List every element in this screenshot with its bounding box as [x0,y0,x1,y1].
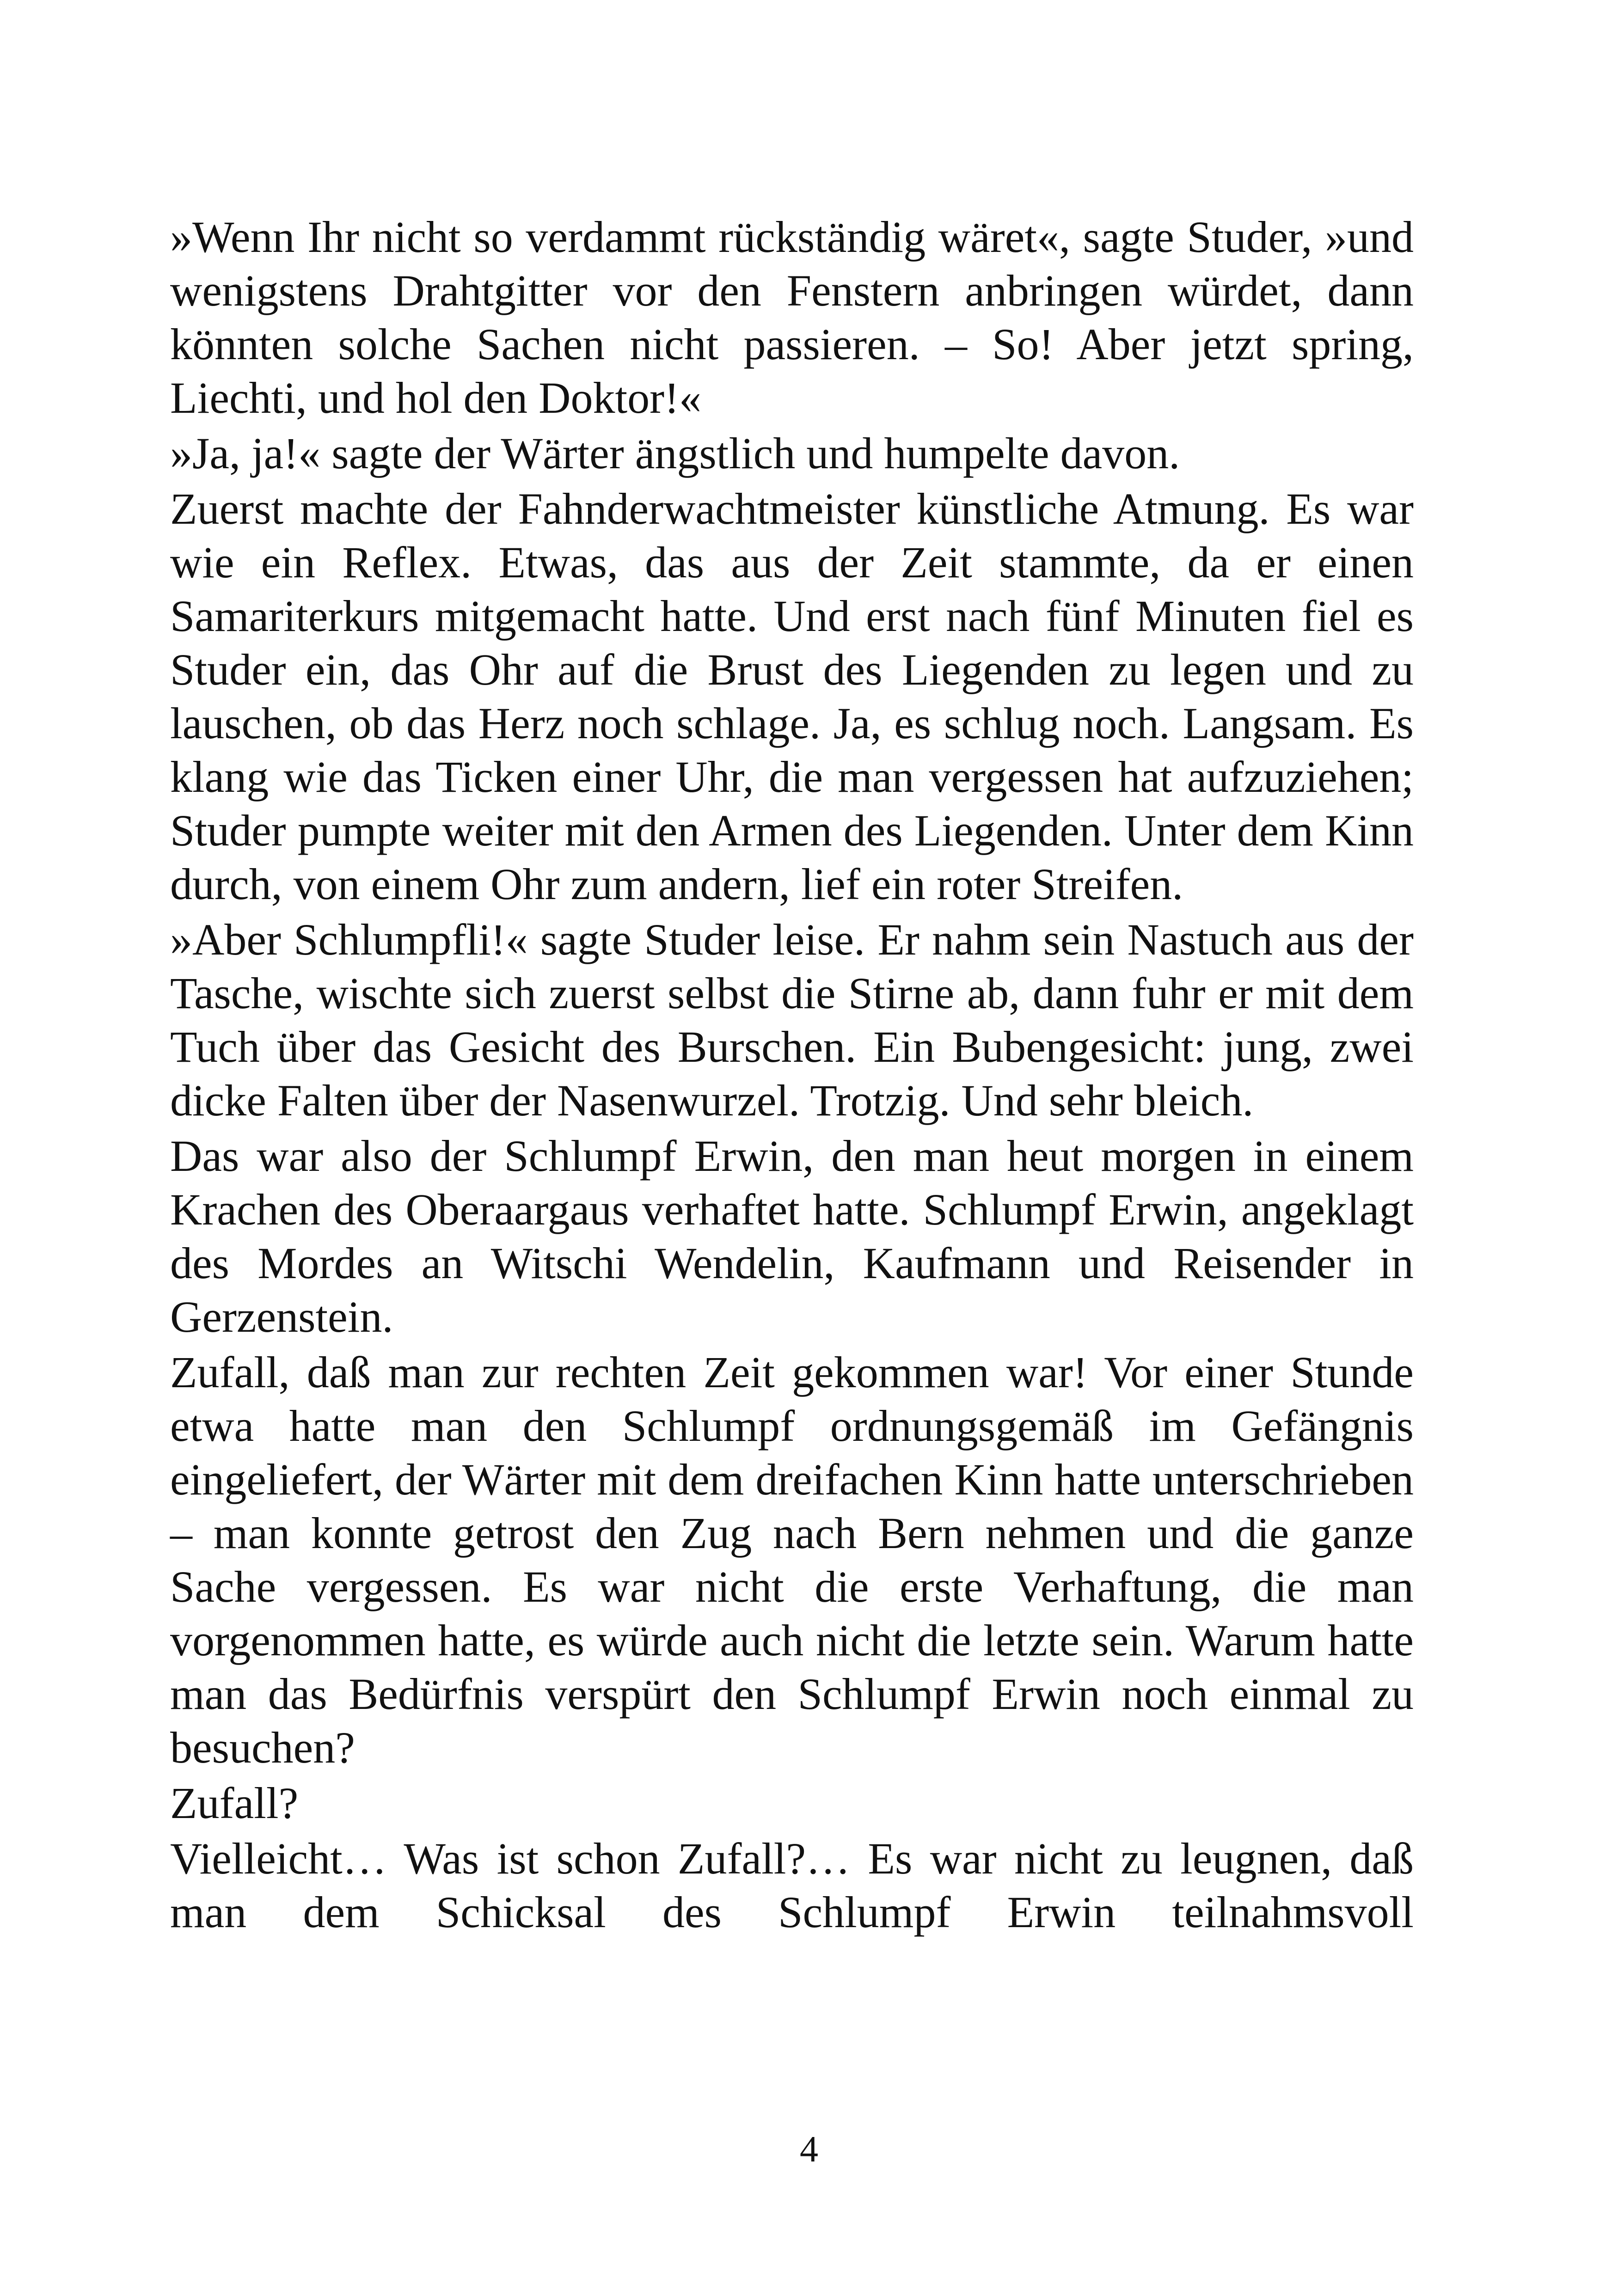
paragraph: Zuerst machte der Fahnderwachtmeister künstliche Atmung. Es war wie ein Reflex. Etwas, das aus der Zeit stammte, da er einen Samariterkurs mitgemacht hatte. Und erst nach fünf Minuten fiel es Studer ein, das Ohr auf die Brust des Liegenden zu legen und zu lauschen, ob das Herz noch schlage. Ja, es schlug noch. Langsam. Es klang wie das Ticken einer Uhr, die man vergessen hat aufzuziehen; Studer pumpte weiter mit den Armen des Liegenden. Unter dem Kinn durch, von einem Ohr zum andern, lief ein roter Streifen. [170,484,1414,909]
paragraph: »Ja, ja!« sagte der Wärter ängstlich und humpelte davon. [170,429,1180,478]
paragraph: Das war also der Schlumpf Erwin, den man heut morgen in einem Krachen des Oberaargaus verhaftet hatte. Schlumpf Erwin, angeklagt des Mordes an Witschi Wendelin, Kaufmann und Reisender in Gerzenstein. [170,1131,1414,1341]
paragraph: Zufall? [170,1778,299,1828]
paragraph: »Wenn Ihr nicht so verdammt rückständig wäret«, sagte Studer, »und wenigstens Drahtgitter vor den Fenstern anbringen würdet, dann könnten solche Sachen nicht passieren. – So! Aber jetzt spring, Liechti, und hol den Doktor!« [170,212,1414,422]
paragraph: »Aber Schlumpfli!« sagte Studer leise. Er nahm sein Nastuch aus der Tasche, wischte sich zuerst selbst die Stirne ab, dann fuhr er mit dem Tuch über das Gesicht des Burschen. Ein Bubengesicht: jung, zwei dicke Falten über der Nasenwurzel. Trotzig. Und sehr bleich. [170,915,1414,1125]
page-number: 4 [800,2129,818,2170]
paragraph: Vielleicht… Was ist schon Zufall?… Es war nicht zu leugnen, daß man dem Schicksal des Schlumpf Erwin teilnahmsvoll [170,1834,1414,1937]
paragraph: Zufall, daß man zur rechten Zeit gekommen war! Vor einer Stunde etwa hatte man den Schlumpf ordnungsgemäß im Gefängnis eingeliefert, der Wärter mit dem dreifachen Kinn hatte unterschrieben – man konnte getrost den Zug nach Bern nehmen und die ganze Sache vergessen. Es war nicht die erste Verhaftung, die man vorgenommen hatte, es würde auch nicht die letzte sein. Warum hatte man das Bedürfnis verspürt den Schlumpf Erwin noch einmal zu besuchen? [170,1347,1414,1772]
body-text [170,210,1414,1941]
